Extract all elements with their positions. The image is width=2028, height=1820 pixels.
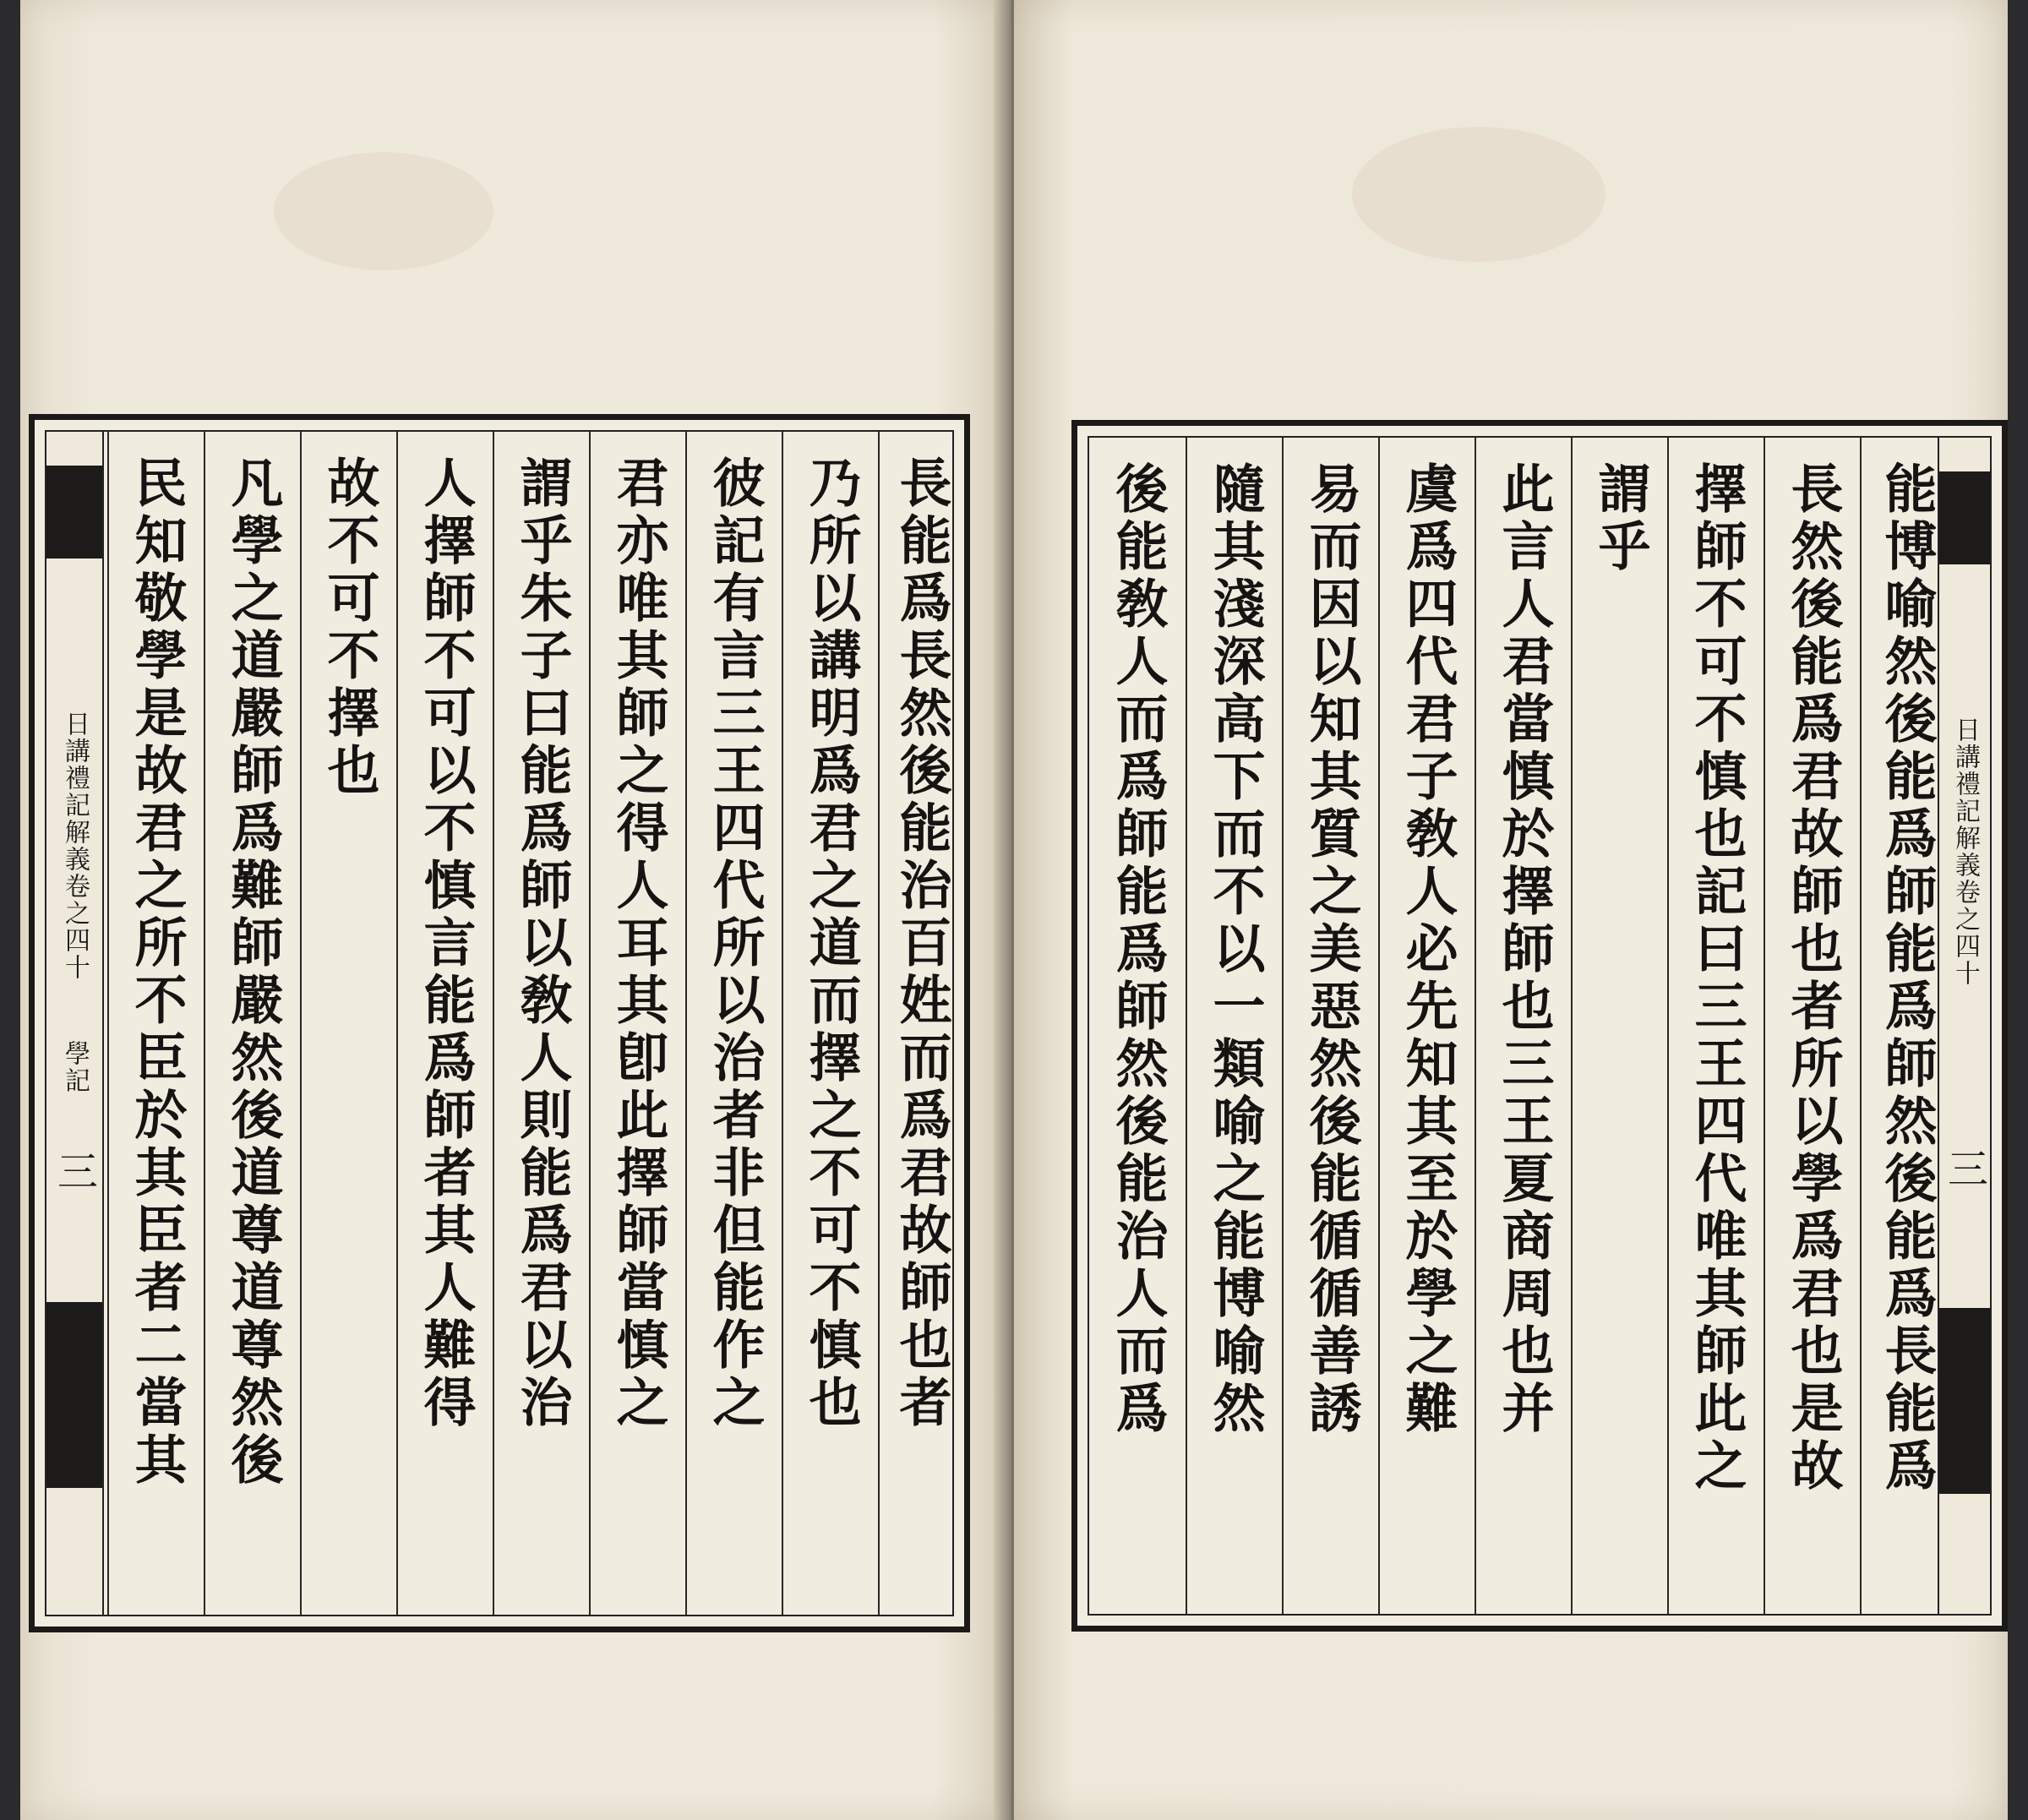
left-block-margin <box>45 432 104 1615</box>
left-column-5 <box>493 432 589 1615</box>
left-page <box>20 0 1011 1820</box>
column-text: 謂乎 <box>1589 461 1651 576</box>
right-column-2 <box>1764 438 1860 1614</box>
right-text-block <box>1088 436 1992 1616</box>
column-text: 擇師不可不慎也記曰三王四代唯其師此之 <box>1686 461 1747 1496</box>
right-column-4 <box>1571 438 1667 1614</box>
left-column-3 <box>685 432 782 1615</box>
left-margin-section: 學記 <box>60 1040 90 1094</box>
right-column-5 <box>1475 438 1571 1614</box>
left-column-2 <box>782 432 878 1615</box>
right-column-7 <box>1282 438 1378 1614</box>
paper-stain <box>1352 127 1606 262</box>
column-text: 故不可不擇也 <box>319 455 380 800</box>
paper-stain <box>274 152 493 270</box>
column-text: 人擇師不可以不慎言能爲師者其人難得 <box>415 455 477 1432</box>
fishtail-top <box>46 466 102 559</box>
column-text: 乃所以講明爲君之道而擇之不可不慎也 <box>800 455 862 1432</box>
column-text: 虞爲四代君子敎人必先知其至於學之難 <box>1397 461 1458 1438</box>
right-column-6 <box>1378 438 1475 1614</box>
column-text: 長然後能爲君故師也者所以學爲君也是故 <box>1782 461 1844 1496</box>
column-text: 彼記有言三王四代所以治者非但能作之 <box>704 455 766 1432</box>
column-text: 民知敬學是故君之所不臣於其臣者二當其 <box>126 455 188 1490</box>
column-text: 此言人君當慎於擇師也三王夏商周也并 <box>1493 461 1555 1438</box>
left-column-1 <box>878 432 962 1615</box>
left-folio: 三 <box>50 1150 98 1191</box>
right-text-frame <box>1071 420 2008 1632</box>
right-column-3 <box>1667 438 1764 1614</box>
left-column-9 <box>107 432 204 1615</box>
left-text-block <box>45 430 954 1616</box>
left-column-4 <box>589 432 685 1615</box>
left-column-6 <box>396 432 493 1615</box>
column-text: 後能敎人而爲師能爲師然後能治人而爲 <box>1107 461 1169 1438</box>
column-text: 凡學之道嚴師爲難師嚴然後道尊道尊然後 <box>222 455 284 1490</box>
right-column-8 <box>1186 438 1282 1614</box>
column-text: 能博喻然後能爲師能爲師然後能爲長能爲 <box>1876 461 1938 1496</box>
left-column-8 <box>204 432 300 1615</box>
column-text: 長能爲長然後能治百姓而爲君故師也者 <box>891 455 952 1432</box>
left-column-7 <box>300 432 396 1615</box>
column-text: 隨其淺深高下而不以一類喻之能博喻然 <box>1204 461 1266 1438</box>
left-margin-title: 日講禮記解義卷之四十 <box>60 711 90 981</box>
column-text: 謂乎朱子曰能爲師以敎人則能爲君以治 <box>511 455 573 1432</box>
fishtail-bottom <box>46 1302 102 1488</box>
column-text: 君亦唯其師之得人耳其卽此擇師當慎之 <box>608 455 669 1432</box>
right-column-1 <box>1860 438 1951 1614</box>
column-text: 易而因以知其質之美惡然後能循循善誘 <box>1300 461 1362 1438</box>
right-folio: 三 <box>1940 1147 1988 1188</box>
right-margin-title: 日講禮記解義卷之四十 <box>1950 717 1980 987</box>
right-page <box>1014 0 2008 1820</box>
right-column-9 <box>1089 438 1186 1614</box>
left-text-frame <box>29 414 970 1632</box>
